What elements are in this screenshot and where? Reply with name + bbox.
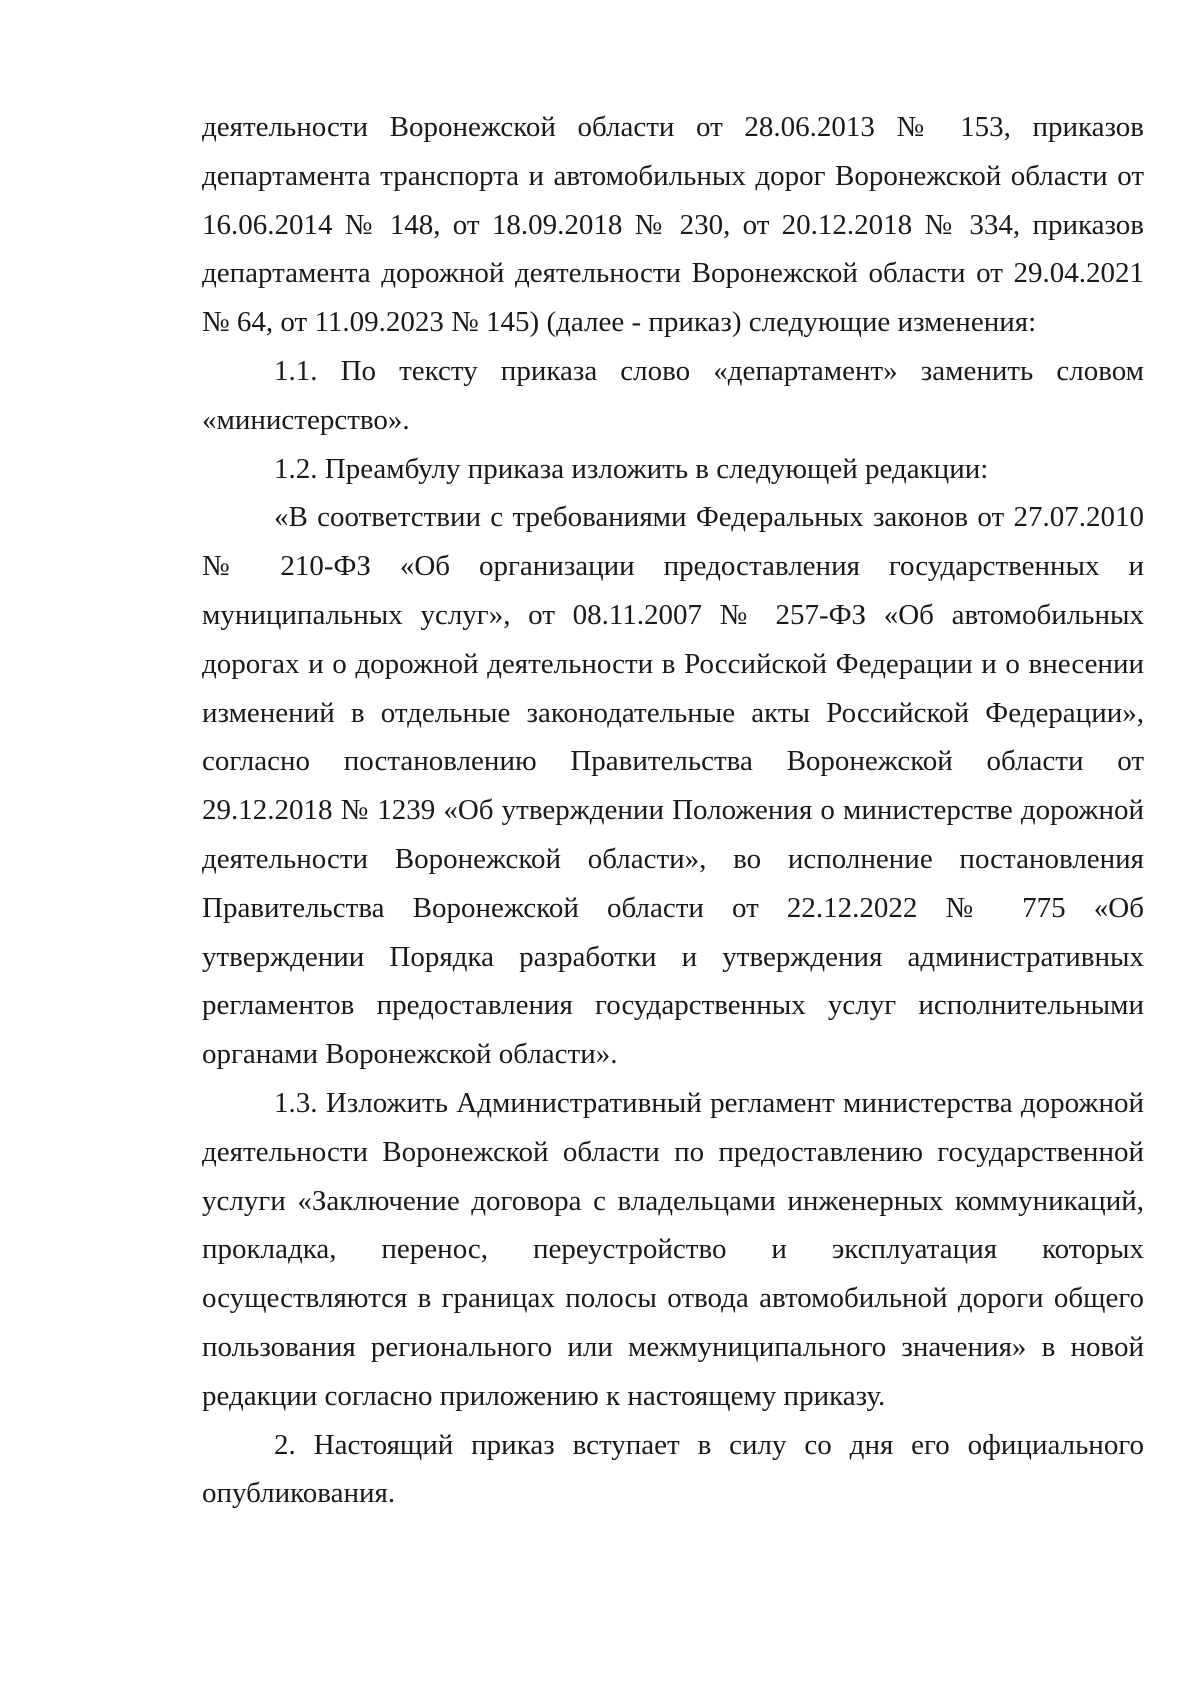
paragraph-preamble-quote: «В соответствии с требованиями Федеральных законов от 27.07.2010 № 210-ФЗ «Об организации предоставления государственных и муниципальных услуг», от 08.11.2007 № 257-ФЗ «Об автомобильных дорогах и о дорожной деятельности в Российской Федерации и о внесении изменений в отдельные законодательные акты Российской Федерации», согласно постановлению Правительства Воронежской области от 29.12.2018 № 1239 «Об утверждении Положения о министерстве дорожной деятельности Воронежской области», во исполнение постановления Правительства Воронежской области от 22.12.2022 № 775 «Об утверждении Порядка разработки и утверждения административных регламентов предоставления государственных услуг исполнительными органами Воронежской области».	[202, 501, 1144, 1071]
document-body	[202, 103, 1144, 1518]
paragraph-item-1-2: 1.2. Преамбулу приказа изложить в следующей редакции:	[274, 452, 989, 485]
paragraph-item-1-1: 1.1. По тексту приказа слово «департамент» заменить словом «министерство».	[202, 354, 1144, 436]
paragraph-item-1-3: 1.3. Изложить Административный регламент министерства дорожной деятельности Воронежской области по предоставлению государственной услуги «Заключение договора с владельцами инженерных коммуникаций, прокладка, перенос, переустройство и эксплуатация которых осуществляются в границах полосы отвода автомобильной дороги общего пользования регионального или межмуниципального значения» в новой редакции согласно приложению к настоящему приказу.	[202, 1086, 1144, 1412]
paragraph-continuation: деятельности Воронежской области от 28.06.2013 № 153, приказов департамента транспорта и автомобильных дорог Воронежской области от 16.06.2014 № 148, от 18.09.2018 № 230, от 20.12.2018 № 334, приказов департамента дорожной деятельности Воронежской области от 29.04.2021 № 64, от 11.09.2023 № 145) (далее - приказ) следующие изменения:	[202, 111, 1144, 339]
paragraph-item-2: 2. Настоящий приказ вступает в силу со дня его официального опубликования.	[202, 1428, 1144, 1510]
